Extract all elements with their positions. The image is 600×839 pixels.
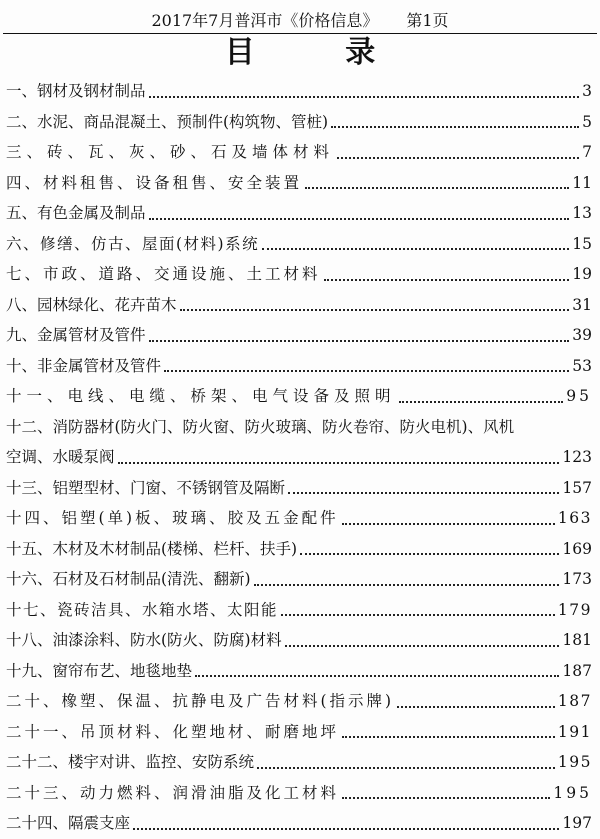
toc-leader-dots <box>195 675 559 677</box>
toc-entry[interactable] <box>6 473 592 504</box>
toc-entry[interactable] <box>6 625 592 656</box>
toc-entry-label: 二十一、吊顶材料、化塑地材、耐磨地坪 <box>6 722 340 741</box>
toc-entry-label: 二十二、楼宇对讲、监控、安防系统 <box>6 753 255 771</box>
toc-leader-dots <box>337 157 579 159</box>
toc-entry-label: 四、材料租售、设备租售、安全装置 <box>6 173 303 192</box>
toc-entry[interactable] <box>6 503 592 534</box>
header-page-number: 第1页 <box>406 11 449 30</box>
toc-entry-label: 十七、瓷砖洁具、水箱水塔、太阳能 <box>6 600 279 619</box>
toc-entry[interactable] <box>6 229 592 260</box>
page-header <box>0 8 600 30</box>
toc-entry-page: 179 <box>557 600 592 619</box>
toc-entry-label: 六、修缮、仿古、屋面(材料)系统 <box>6 234 260 253</box>
toc-entry-page: 53 <box>572 356 592 375</box>
toc-leader-dots <box>285 645 560 647</box>
toc-leader-dots <box>331 126 579 128</box>
toc-entry-label: 十三、铝塑型材、门窗、不锈钢管及隔断 <box>6 478 286 497</box>
toc-entry-page: 5 <box>582 112 592 131</box>
header-title: 2017年7月普洱市《价格信息》 <box>151 11 379 30</box>
toc-entry-label: 二十三、动力燃料、润滑油脂及化工材料 <box>6 783 340 802</box>
toc-entry-page: 31 <box>572 295 592 314</box>
toc-entry-label: 二、水泥、商品混凝土、预制件(构筑物、管桩) <box>6 112 329 131</box>
toc-entry-page: 95 <box>566 387 592 405</box>
toc-entry-page: 13 <box>572 204 592 222</box>
toc-leader-dots <box>397 706 555 708</box>
toc-leader-dots <box>399 401 564 403</box>
header-divider <box>3 33 597 34</box>
toc-entry-label: 十九、窗帘布艺、地毯地垫 <box>6 661 193 680</box>
toc-entry[interactable] <box>6 778 592 809</box>
toc-entry-label: 十二、消防器材(防火门、防火窗、防火玻璃、防火卷帘、防火电机)、风机 <box>6 417 515 436</box>
toc-leader-dots <box>300 553 559 555</box>
toc-entry-page: 157 <box>562 478 592 497</box>
toc-entry-label: 七、市政、道路、交通设施、土工材料 <box>6 265 321 283</box>
toc-leader-dots <box>288 492 559 494</box>
toc-entry-page: 19 <box>572 265 592 283</box>
toc-entry-label: 十四、铝塑(单)板、玻璃、胶及五金配件 <box>6 509 339 527</box>
toc-entry-page: 173 <box>562 570 592 588</box>
toc-entry[interactable] <box>6 137 592 168</box>
toc-entry-page: 11 <box>572 173 592 192</box>
toc-leader-dots <box>342 736 555 738</box>
toc-entry-continuation[interactable] <box>6 442 592 473</box>
toc-entry[interactable] <box>6 534 592 565</box>
toc-leader-dots <box>164 370 569 372</box>
toc-entry[interactable] <box>6 747 592 778</box>
toc-entry-label: 二十、橡塑、保温、抗静电及广告材料(指示牌) <box>6 692 395 710</box>
toc-leader-dots <box>118 462 560 464</box>
toc-entry-page: 195 <box>553 783 592 802</box>
toc-entry-label: 二十四、隔震支座 <box>6 814 131 832</box>
toc-entry-page: 15 <box>572 234 592 253</box>
toc-entry[interactable] <box>6 107 592 138</box>
toc-leader-dots <box>149 218 570 220</box>
toc-leader-dots <box>342 797 550 799</box>
toc-entry-page: 187 <box>557 692 592 710</box>
toc-leader-dots <box>281 614 555 616</box>
toc-leader-dots <box>342 523 555 525</box>
toc-entry[interactable] <box>6 717 592 748</box>
toc-leader-dots <box>324 279 570 281</box>
toc-entry-label: 十五、木材及木材制品(楼梯、栏杆、扶手) <box>6 539 298 558</box>
toc-entry-page: 187 <box>562 661 592 680</box>
toc-entry[interactable] <box>6 259 592 290</box>
toc-leader-dots <box>149 340 570 342</box>
toc-entry-label-continued: 空调、水暖泵阀 <box>6 448 115 466</box>
toc-leader-dots <box>262 248 569 250</box>
document-title: 目 录 <box>224 35 416 70</box>
toc-entry-page: 7 <box>582 143 592 161</box>
toc-entry-page: 197 <box>562 814 592 832</box>
toc-entry[interactable] <box>6 686 592 717</box>
toc-leader-dots <box>254 584 560 586</box>
toc-entry-page: 123 <box>562 448 592 466</box>
toc-entry[interactable] <box>6 808 592 839</box>
table-of-contents <box>6 76 592 839</box>
toc-leader-dots <box>149 96 580 98</box>
toc-entry[interactable] <box>6 76 592 107</box>
toc-entry[interactable] <box>6 290 592 321</box>
toc-entry-label: 一、钢材及钢材制品 <box>6 82 146 100</box>
toc-leader-dots <box>133 828 559 830</box>
toc-entry[interactable] <box>6 351 592 382</box>
toc-entry[interactable] <box>6 198 592 229</box>
toc-entry-page: 163 <box>557 509 592 527</box>
toc-entry[interactable] <box>6 168 592 199</box>
toc-leader-dots <box>257 767 555 769</box>
toc-entry-label: 三、砖、瓦、灰、砂、石及墙体材料 <box>6 143 335 161</box>
toc-entry-page: 169 <box>562 539 592 558</box>
toc-entry-page: 195 <box>557 753 592 771</box>
toc-leader-dots <box>305 187 569 189</box>
toc-entry-label: 十一、电线、电缆、桥架、电气设备及照明 <box>6 387 396 405</box>
toc-entry[interactable] <box>6 656 592 687</box>
toc-entry-label: 十、非金属管材及管件 <box>6 356 162 375</box>
toc-leader-dots <box>180 309 570 311</box>
toc-entry-page: 3 <box>582 82 592 100</box>
toc-entry-page: 39 <box>572 326 592 344</box>
toc-entry[interactable] <box>6 320 592 351</box>
toc-entry[interactable] <box>6 412 592 443</box>
toc-entry-label: 五、有色金属及制品 <box>6 204 146 222</box>
toc-entry[interactable] <box>6 381 592 412</box>
toc-entry[interactable] <box>6 595 592 626</box>
toc-entry-page: 181 <box>562 631 592 649</box>
toc-entry-label: 九、金属管材及管件 <box>6 326 146 344</box>
toc-entry-label: 十六、石材及石材制品(清洗、翻新) <box>6 570 251 588</box>
toc-entry-label: 八、园林绿化、花卉苗木 <box>6 295 177 314</box>
toc-entry[interactable] <box>6 564 592 595</box>
toc-entry-label: 十八、油漆涂料、防水(防火、防腐)材料 <box>6 631 282 649</box>
toc-entry-page: 191 <box>557 722 592 741</box>
